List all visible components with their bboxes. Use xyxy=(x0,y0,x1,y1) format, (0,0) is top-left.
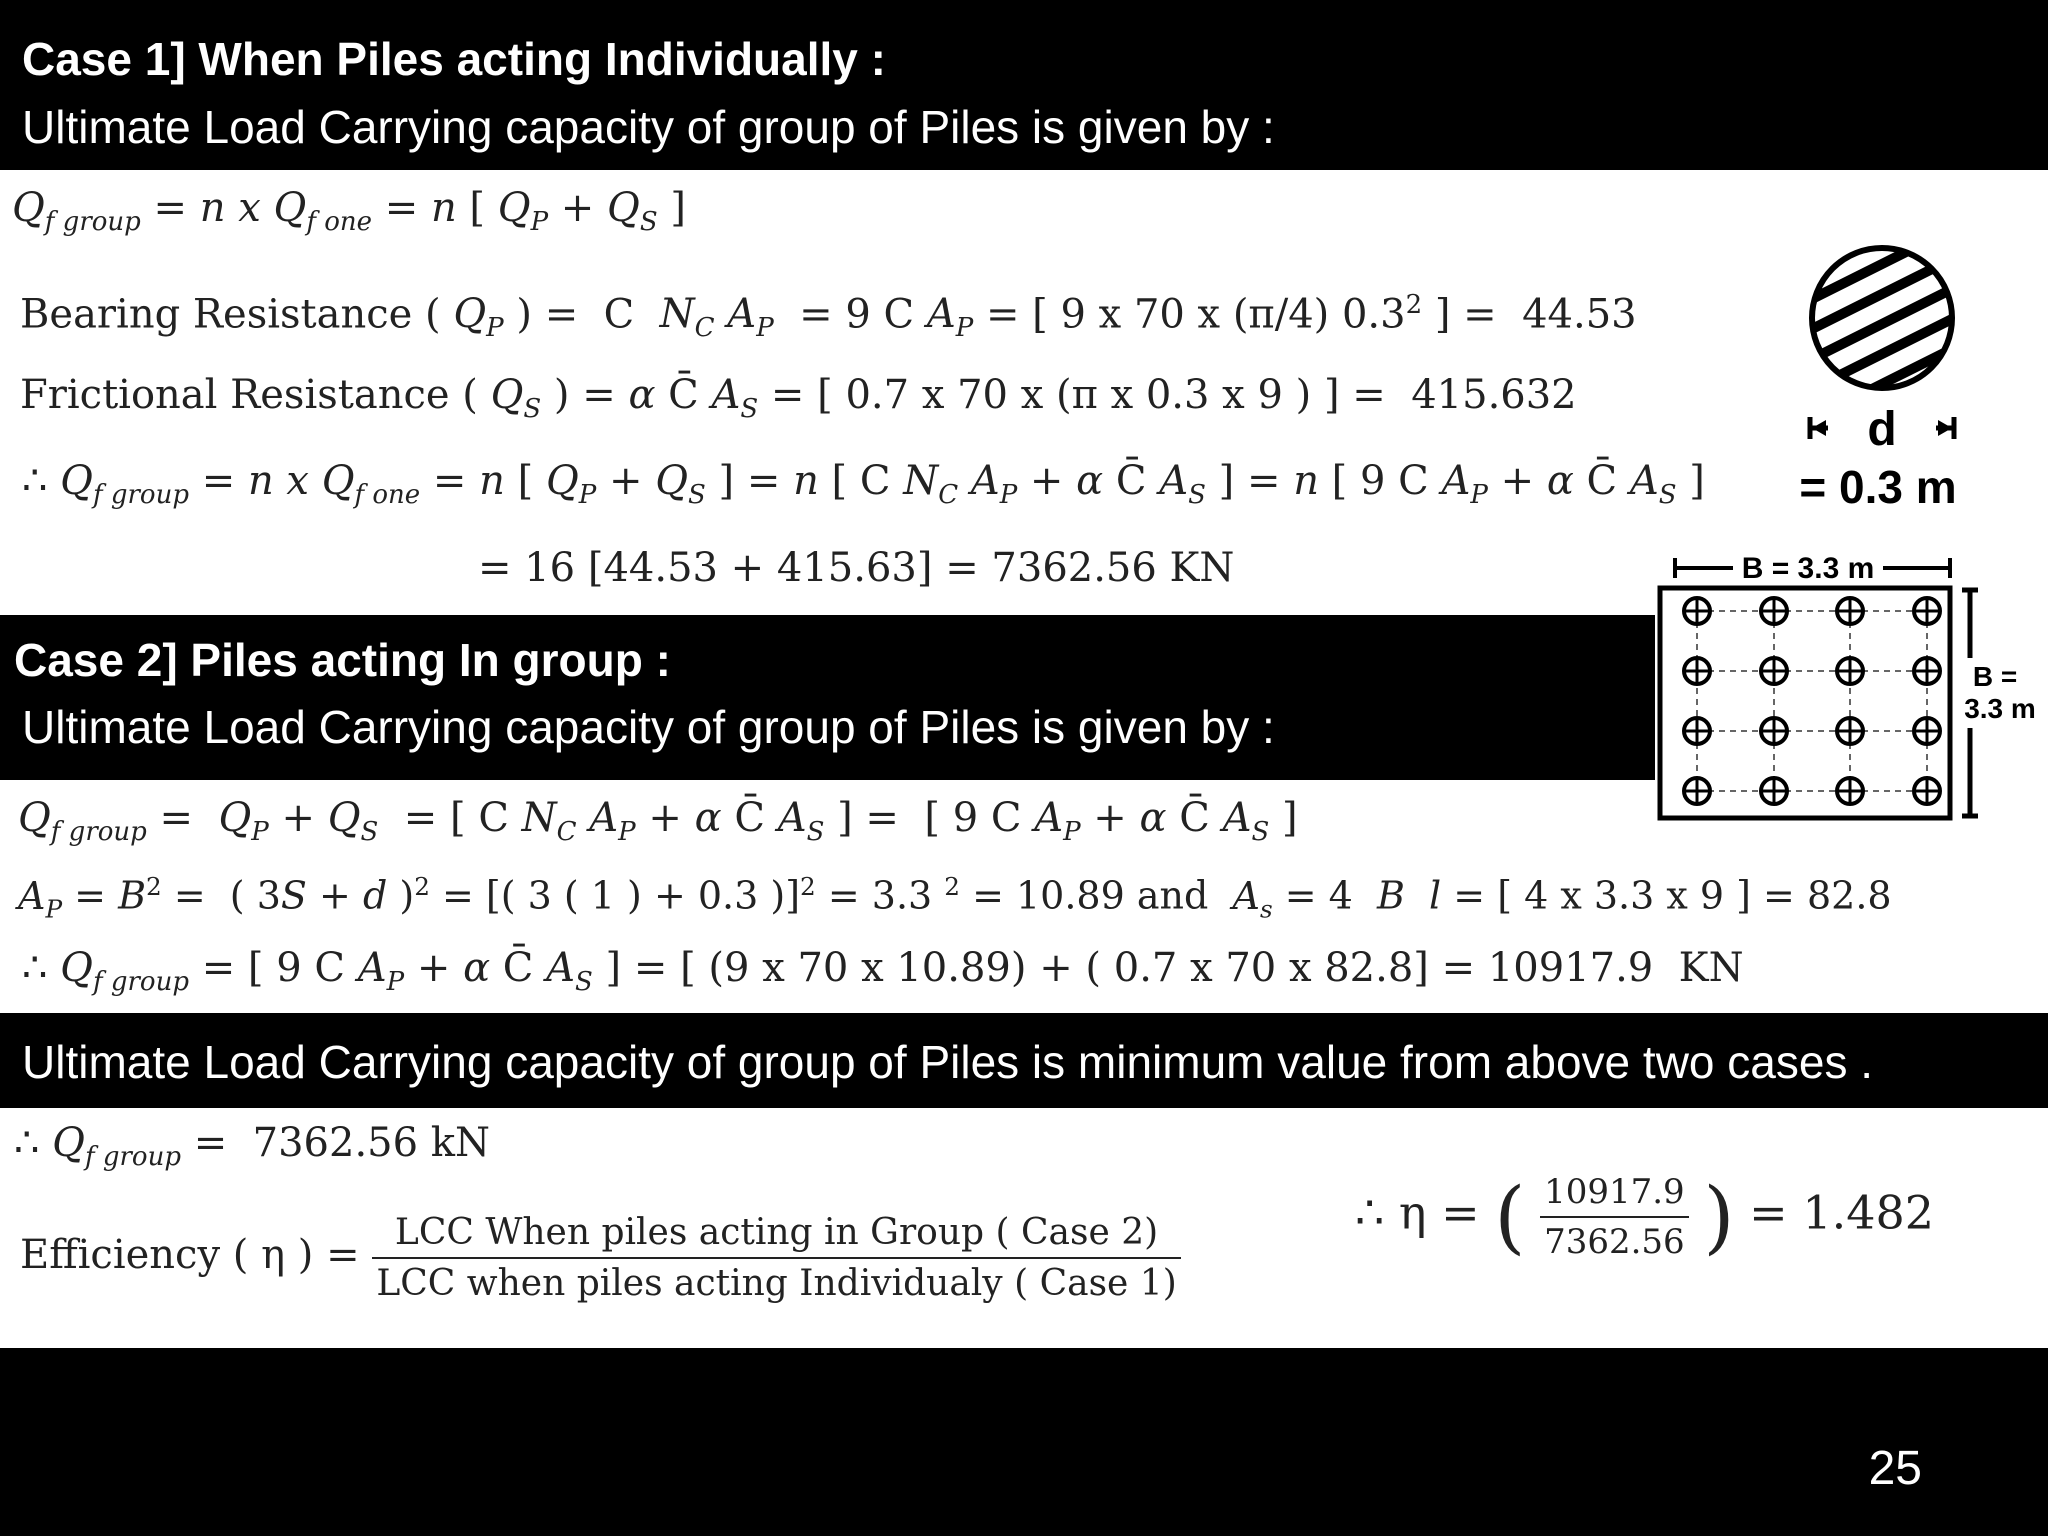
b-side-label-1: B = xyxy=(1972,661,2018,692)
case1-subheading: Ultimate Load Carrying capacity of group of Piles is given by : xyxy=(22,101,1275,153)
eta-denominator: 7362.56 xyxy=(1544,1221,1685,1262)
case2-equation-2: $A_P = B^2$ = ( 3S + d )$^2$ = [( 3 ( 1 ) + 0.3 )]$^2$ = 3.3 $^2$ = 10.89 and $A_s = 4$ B l = [ 4 x 3.3 x 9 ] = 82.8 xyxy=(18,872,1892,924)
case2-header-band xyxy=(0,615,1655,780)
friction-value: 415.632 xyxy=(1411,372,1577,418)
case1-result: = 16 [44.53 + 415.63] = 7362.56 KN xyxy=(478,545,1235,591)
eta-numerator: 10917.9 xyxy=(1540,1172,1689,1218)
efficiency-symbol: ( η ) = xyxy=(232,1232,360,1278)
eta-calculation: ∴ η = ( $\frac{10917.9}{7362.56}$ ) = 1.482 xyxy=(1355,1170,1935,1263)
b-top-label: B = 3.3 m xyxy=(1741,552,1875,585)
case1-therefore-line: ∴ $Q_{f group} = n$ x $Q_{f one} = n$ [ $Q_P + Q_S$ ] = n [ C $N_C$ $A_P + \alpha$ C̄ $A_S$ ] = n [ 9 C $A_P + \alpha$ C̄ $A_S$ ] xyxy=(22,458,1705,510)
page-number: 25 xyxy=(1868,1442,1922,1495)
pile-group-figure xyxy=(1650,548,2048,838)
case2-equation-3: ∴ $Q_{f group}$ = [ 9 C $A_P + \alpha$ C̄ $A_S$ ] = [ (9 x 70 x 10.89) + ( 0.7 x 70 x 82.8] = 10917.9 KN xyxy=(22,945,1744,997)
eta-result: = 1.482 xyxy=(1749,1185,1935,1240)
case2-equation-1: $Q_{f group} = Q_P + Q_S$ = [ C $N_C$ $A_P + \alpha$ C̄ $A_S$ ] = [ 9 C $A_P + \alpha$ C̄ $A_S$ ] xyxy=(18,795,1298,847)
final-value-line: ∴ $Q_{f group} = 7362.56$ kN xyxy=(14,1120,491,1172)
conclusion-text: Ultimate Load Carrying capacity of group of Piles is minimum value from above two cases . xyxy=(22,1036,1874,1088)
d-label: d xyxy=(1867,403,1897,456)
bearing-label: Bearing Resistance xyxy=(20,291,413,338)
d-value: = 0.3 m xyxy=(1799,461,1957,513)
bearing-value: 44.53 xyxy=(1522,291,1637,338)
friction-label: Frictional Resistance xyxy=(20,372,450,418)
b-side-label-2: 3.3 m xyxy=(1964,693,2036,724)
efficiency-fraction xyxy=(372,1212,1180,1304)
case1-header-band xyxy=(0,0,2048,170)
conclusion-band xyxy=(0,1013,2048,1108)
pile-section-figure xyxy=(1760,235,2000,520)
frictional-resistance-line: Frictional Resistance ( $Q_S$ ) = α C̄ $A_S$ = [ 0.7 x 70 x (π x 0.3 x 9 ) ] = 415.632 xyxy=(20,372,1577,424)
eta-fraction xyxy=(1540,1172,1689,1262)
case1-heading: Case 1] When Piles acting Individually : xyxy=(22,33,886,85)
case1-group-equation: $Q_{f group} = n$ x $Q_{f one} = n$ [ $Q_P + Q_S$ ] xyxy=(12,185,686,237)
case2-subheading: Ultimate Load Carrying capacity of group of Piles is given by : xyxy=(22,701,1275,753)
efficiency-numerator: LCC When piles acting in Group ( Case 2) xyxy=(372,1212,1180,1259)
efficiency-denominator: LCC when piles acting Individualy ( Case 1) xyxy=(376,1263,1177,1304)
bearing-resistance-line: Bearing Resistance ( $Q_P$ ) = C $N_C$ $A_P = 9$ C $A_P$ = [ 9 x 70 x (π/4) $0.3^2$ ] = 44.53 xyxy=(20,290,1637,344)
eta-prefix: ∴ η = xyxy=(1355,1185,1480,1240)
case2-heading: Case 2] Piles acting In group : xyxy=(14,634,671,686)
final-value: 7362.56 kN xyxy=(252,1120,491,1166)
efficiency-label: Efficiency xyxy=(20,1232,221,1278)
efficiency-formula xyxy=(20,1212,1181,1304)
